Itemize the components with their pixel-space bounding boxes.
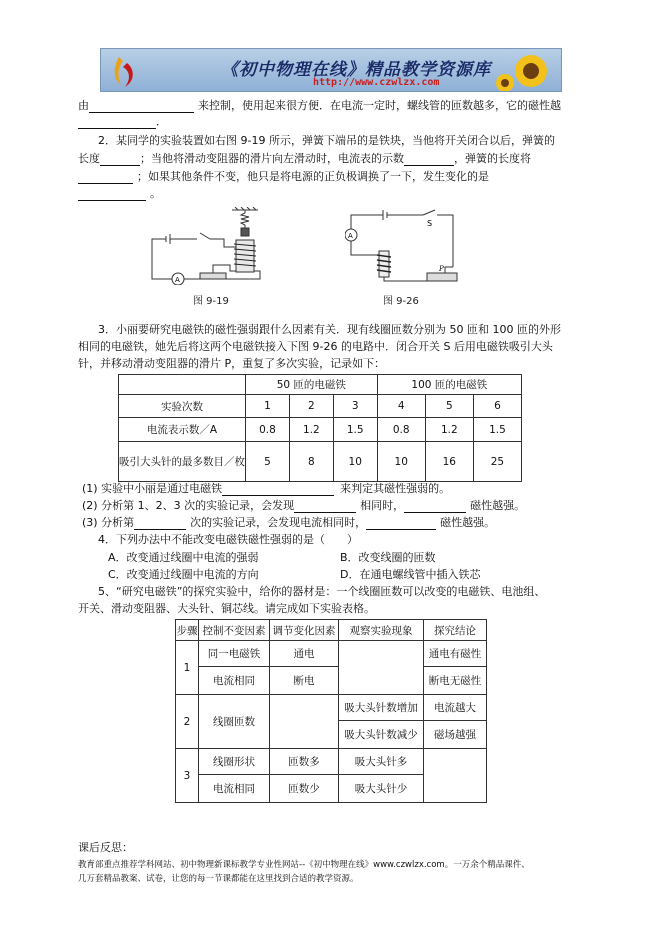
figure-9-19-circuit <box>150 207 268 285</box>
answer-blank[interactable] <box>78 172 133 184</box>
header-cell: 调节变化因素 <box>270 620 339 641</box>
table-corner-cell <box>119 375 246 395</box>
reflection-label: 课后反思： <box>78 841 133 854</box>
answer-blank[interactable] <box>134 518 186 530</box>
q3-sub1: (1) 实验中小丽是通过电磁铁 来判定其磁性强弱的。 <box>82 482 451 495</box>
table-cell: 匝数少 <box>270 775 339 803</box>
table-cell: 线圈形状 <box>199 749 270 775</box>
table-cell: 5 <box>425 395 473 418</box>
table-cell: 25 <box>473 442 521 482</box>
table-cell: 通电 <box>270 641 339 667</box>
table-cell: 5 <box>246 442 290 482</box>
group-header-100: 100 匝的电磁铁 <box>377 375 521 395</box>
q3-line1: 3．小丽要研究电磁铁的磁性强弱跟什么因素有关．现有线圈匝数分别为 50 匝和 100 匝的外形 <box>98 323 561 336</box>
row-label: 实验次数 <box>119 395 246 418</box>
table-cell: 磁场越强 <box>424 721 487 749</box>
table-row <box>119 418 522 442</box>
table-cell: 电流相同 <box>199 667 270 695</box>
table-cell: 电流相同 <box>199 775 270 803</box>
table-cell: 吸大头针数增加 <box>339 695 424 721</box>
q3-sub3: (3) 分析第 次的实验记录，会发现电流相同时， 磁性越强。 <box>82 516 496 529</box>
table-cell: 0.8 <box>246 418 290 442</box>
q2-line2: 长度 ；当他将滑动变阻器的滑片向左滑动时，电流表的示数 ，弹簧的长度将 <box>78 152 531 165</box>
header-cell: 步骤 <box>176 620 199 641</box>
figure-caption-9-19: 图 9-19 <box>193 296 229 307</box>
table-cell: 吸大头针少 <box>339 775 424 803</box>
step-cell: 2 <box>176 695 199 749</box>
header-cell: 观察实验现象 <box>339 620 424 641</box>
q4-option-c[interactable]: C．改变通过线圈中电流的方向 <box>108 568 259 581</box>
table-cell <box>270 695 339 749</box>
q5-line1: 5、“研究电磁铁”的探究实验中，给你的器材是：一个线圈匝数可以改变的电磁铁、电池组、 <box>98 585 546 598</box>
figure-caption-9-26: 图 9-26 <box>383 296 419 307</box>
q2-line3: ；如果其他条件不变，他只是将电源的正负极调换了一下，发生变化的是 <box>78 170 489 184</box>
table-cell: 1.5 <box>333 418 377 442</box>
table-row <box>176 695 487 721</box>
footer-line2: 几万套精品教案、试卷，让您的每一节课都能在这里找到合适的教学资源。 <box>78 874 359 884</box>
q4-option-a[interactable]: A．改变通过线圈中电流的强弱 <box>108 551 259 564</box>
answer-blank[interactable] <box>78 117 156 129</box>
header-cell: 探究结论 <box>424 620 487 641</box>
table-cell: 2 <box>289 395 333 418</box>
table-cell <box>424 749 487 803</box>
switch-label: S <box>427 219 433 228</box>
footer-line1: 教育部重点推荐学科网站、初中物理新课标教学专业性网站--《初中物理在线》www.czwlzx.com。一万余个精品课件、 <box>78 860 530 870</box>
step-cell: 3 <box>176 749 199 803</box>
table-cell: 匝数多 <box>270 749 339 775</box>
table-cell: 断电无磁性 <box>424 667 487 695</box>
table-cell: 1.5 <box>473 418 521 442</box>
answer-blank[interactable] <box>404 501 466 513</box>
answer-blank[interactable] <box>294 501 356 513</box>
table-cell <box>339 641 424 695</box>
table-cell: 10 <box>333 442 377 482</box>
table-cell: 电流越大 <box>424 695 487 721</box>
table-cell: 同一电磁铁 <box>199 641 270 667</box>
group-header-50: 50 匝的电磁铁 <box>246 375 378 395</box>
answer-blank[interactable] <box>366 518 436 530</box>
table-cell: 3 <box>333 395 377 418</box>
q4-option-b[interactable]: B．改变线圈的匝数 <box>340 551 436 564</box>
table-cell: 1.2 <box>425 418 473 442</box>
table-cell: 10 <box>377 442 425 482</box>
table-cell: 断电 <box>270 667 339 695</box>
table-row <box>176 641 487 667</box>
answer-blank[interactable] <box>78 189 146 201</box>
table-cell: 4 <box>377 395 425 418</box>
answer-blank[interactable] <box>222 484 334 496</box>
q1-line-end: ． <box>78 115 167 129</box>
row-label: 吸引大头针的最多数目／枚 <box>119 442 246 482</box>
site-logo-icon <box>109 53 143 89</box>
table-row <box>176 749 487 775</box>
table-cell: 16 <box>425 442 473 482</box>
q5-experiment-table <box>175 619 487 803</box>
sunflower-icon <box>493 49 553 92</box>
q2-line4: 。 <box>78 187 161 201</box>
slider-label: P <box>439 265 444 273</box>
site-banner <box>100 48 562 92</box>
table-row <box>176 667 487 695</box>
answer-blank[interactable] <box>100 154 140 166</box>
q3-line3: 针，并移动滑动变阻器的滑片 P，重复了多次实验，记录如下： <box>78 357 386 370</box>
q3-sub2: (2) 分析第 1、2、3 次的实验记录，会发现 相同时， 磁性越强。 <box>82 499 526 512</box>
table-cell: 1 <box>246 395 290 418</box>
step-cell: 1 <box>176 641 199 695</box>
table-cell: 0.8 <box>377 418 425 442</box>
table-row <box>119 442 522 482</box>
table-cell: 8 <box>289 442 333 482</box>
table-cell: 6 <box>473 395 521 418</box>
row-label: 电流表示数／A <box>119 418 246 442</box>
q5-line2: 开关、滑动变阻器、大头针、铜芯线。请完成如下实验表格。 <box>78 602 375 615</box>
table-cell: 线圈匝数 <box>199 695 270 749</box>
q2-line1: 2．某同学的实验装置如右图 9-19 所示，弹簧下端吊的是铁块，当他将开关闭合以后，弹簧的 <box>98 134 555 147</box>
table-cell: 吸大头针多 <box>339 749 424 775</box>
banner-url[interactable]: http://www.czwlzx.com <box>313 77 440 88</box>
table-cell: 吸大头针数减少 <box>339 721 424 749</box>
table-cell: 通电有磁性 <box>424 641 487 667</box>
table-row <box>119 395 522 418</box>
q1-line: 由 来控制，使用起来很方便．在电流一定时，螺线管的匝数越多，它的磁性越 <box>78 99 561 112</box>
banner-title: 《初中物理在线》精品教学资源库 <box>221 60 491 80</box>
table-cell: 1.2 <box>289 418 333 442</box>
answer-blank[interactable] <box>404 154 454 166</box>
header-cell: 控制不变因素 <box>199 620 270 641</box>
q4-stem: 4．下列办法中不能改变电磁铁磁性强弱的是（ ） <box>98 533 358 546</box>
ammeter-label: A <box>348 232 353 240</box>
q4-option-d[interactable]: D．在通电螺线管中插入铁芯 <box>340 568 481 581</box>
figure-9-26-circuit <box>345 207 465 285</box>
answer-blank[interactable] <box>89 101 194 113</box>
q3-data-table <box>118 374 522 482</box>
q3-line2: 相同的电磁铁，她先后将这两个电磁铁接入下图 9-26 的电路中．闭合开关 S 后用电磁铁吸引大头 <box>78 340 553 353</box>
ammeter-label: A <box>175 276 180 284</box>
